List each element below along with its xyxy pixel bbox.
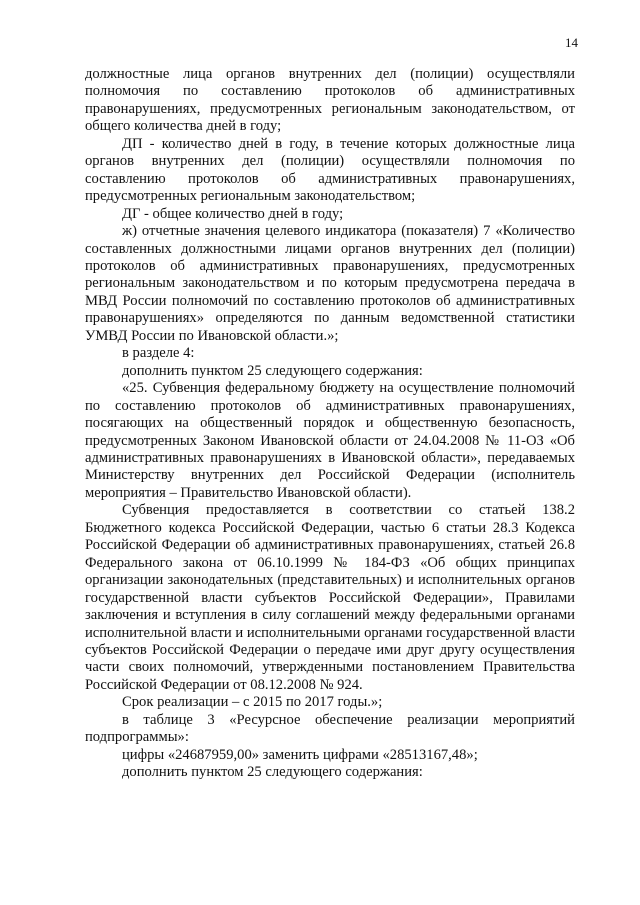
paragraph-indicator-7: ж) отчетные значения целевого индикатора (показателя) 7 «Количество составленных должностными лицами органов внутренних дел (полиции) протоколов об административных правонарушениях, предусмотренных региональным законодательством и по которым предусмотрена передача в МВД России полномочий по составлению протоколов об административных правонарушениях» определяются по данным ведомственной статистики УМВД России по Ивановской области.»; — [85, 223, 575, 344]
paragraph-replace-figures: цифры «24687959,00» заменить цифрами «28513167,48»; — [122, 746, 478, 763]
paragraph-point-25-subvention: «25. Субвенция федеральному бюджету на осуществление полномочий по составлению протоколов об административных правонарушениях, посягающих на общественный порядок и общественную безопасность, предусмотренных Законом Ивановской области от 24.04.2008 № 11-ОЗ «Об административных правонарушениях в Ивановской области», передаваемых Министерству внутренних дел Российской Федерации (исполнитель мероприятия – Правительство Ивановской области). — [85, 380, 575, 501]
paragraph-table-3: в таблице 3 «Ресурсное обеспечение реализации мероприятий подпрограммы»: — [85, 711, 575, 746]
paragraph-share-definition-continued: должностные лица органов внутренних дел (полиции) осуществляли полномочия по составлению протоколов об административных правонарушениях, предусмотренных региональным законодательством, от общего количества дней в году; — [85, 66, 575, 135]
paragraph-section-4: в разделе 4: — [122, 345, 195, 362]
paragraph-subvention-basis: Субвенция предоставляется в соответствии со статьей 138.2 Бюджетного кодекса Российской Федерации, частью 6 статьи 28.3 Кодекса Российской Федерации об административных правонарушениях, статьей 26.8 Федерального закона от 06.10.1999 № 184-ФЗ «Об общих принципах организации законодательных (представительных) и исполнительных органов государственной власти субъектов Российской Федерации», Правилами заключения и вступления в силу соглашений между федеральными органами исполнительной власти и исполнительными органами государственной власти субъектов Российской Федерации о передаче ими друг другу осуществления части своих полномочий, утвержденными постановлением Правительства Российской Федерации от 08.12.2008 № 924. — [85, 502, 575, 693]
page-number: 14 — [565, 35, 578, 50]
paragraph-add-point-25-table: дополнить пунктом 25 следующего содержания: — [122, 764, 423, 781]
paragraph-implementation-period: Срок реализации – с 2015 по 2017 годы.»; — [122, 694, 383, 711]
paragraph-add-point-25: дополнить пунктом 25 следующего содержания: — [122, 362, 423, 379]
document-body — [85, 66, 575, 782]
paragraph-dp-definition: ДП - количество дней в году, в течение которых должностные лица органов внутренних дел (полиции) осуществляли полномочия по составлению протоколов об административных правонарушениях, предусмотренных региональным законодательством; — [85, 135, 575, 205]
paragraph-dg-definition: ДГ - общее количество дней в году; — [122, 205, 344, 222]
